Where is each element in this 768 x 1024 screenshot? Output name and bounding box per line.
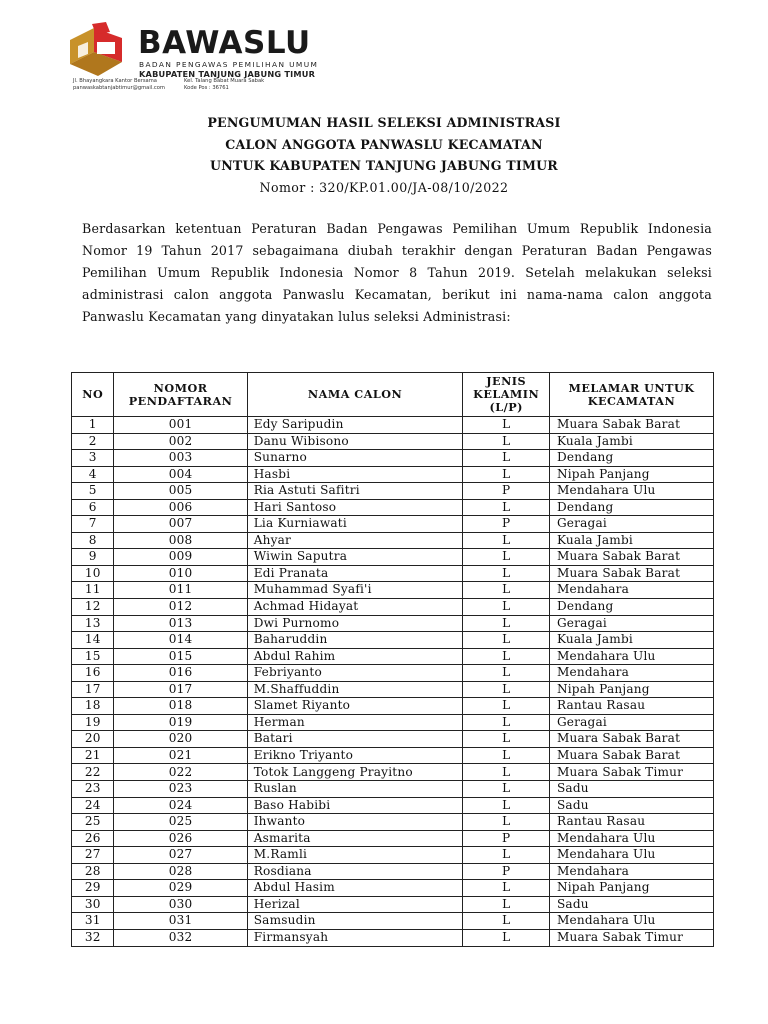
table-row (72, 499, 714, 516)
address-right (184, 78, 264, 91)
cell-no: 19 (72, 714, 114, 731)
cell-name: Danu Wibisono (247, 433, 463, 450)
cell-no: 27 (72, 847, 114, 864)
cell-gender: P (463, 830, 549, 847)
cell-no: 12 (72, 599, 114, 616)
cell-gender: L (463, 499, 549, 516)
cell-no: 30 (72, 896, 114, 913)
cell-registration-number: 004 (114, 466, 247, 483)
cell-no: 8 (72, 532, 114, 549)
title-line-2: CALON ANGGOTA PANWASLU KECAMATAN (225, 136, 543, 152)
title-line-1: PENGUMUMAN HASIL SELEKSI ADMINISTRASI (207, 115, 561, 130)
table-row (72, 450, 714, 467)
cell-no: 11 (72, 582, 114, 599)
cell-name: Ahyar (247, 532, 463, 549)
cell-registration-number: 006 (114, 499, 247, 516)
table-row (72, 582, 714, 599)
cell-name: M.Ramli (247, 847, 463, 864)
table-row (72, 681, 714, 698)
cell-no: 7 (72, 516, 114, 533)
cell-gender: L (463, 565, 549, 582)
cell-district: Mendahara (549, 582, 713, 599)
cell-name: Herizal (247, 896, 463, 913)
cell-district: Nipah Panjang (549, 466, 713, 483)
cell-gender: L (463, 450, 549, 467)
cell-name: Abdul Rahim (247, 648, 463, 665)
cell-name: Firmansyah (247, 929, 463, 946)
cell-registration-number: 025 (114, 814, 247, 831)
address-street: Jl. Bhayangkara Kantor Bersama (73, 78, 157, 84)
table-row (72, 896, 714, 913)
header-gender-line-1: JENIS (486, 374, 527, 388)
cell-name: Edy Saripudin (247, 417, 463, 434)
table-row (72, 665, 714, 682)
cell-registration-number: 031 (114, 913, 247, 930)
cell-district: Nipah Panjang (549, 880, 713, 897)
cell-name: Ria Astuti Safitri (247, 483, 463, 500)
cell-gender: L (463, 549, 549, 566)
cell-gender: L (463, 532, 549, 549)
cell-name: M.Shaffuddin (247, 681, 463, 698)
bawaslu-logo-icon (66, 22, 128, 80)
cell-registration-number: 009 (114, 549, 247, 566)
cell-registration-number: 030 (114, 896, 247, 913)
cell-registration-number: 003 (114, 450, 247, 467)
cell-gender: P (463, 516, 549, 533)
header-gender-line-3: (L/P) (489, 400, 523, 414)
cell-gender: L (463, 681, 549, 698)
cell-name: Sunarno (247, 450, 463, 467)
cell-registration-number: 016 (114, 665, 247, 682)
cell-registration-number: 020 (114, 731, 247, 748)
intro-paragraph: Berdasarkan ketentuan Peraturan Badan Pengawas Pemilihan Umum Republik Indonesia Nomor 19 Tahun 2017 sebagaimana diubah terakhir dengan Peraturan Badan Pengawas Pemilihan Umum Republik Indonesia Nomor 8 Tahun 2019. Setelah melakukan seleksi administrasi calon anggota Panwaslu Kecamatan, berikut ini nama-nama calon anggota Panwaslu Kecamatan yang dinyatakan lulus seleksi Administrasi: (82, 221, 712, 324)
cell-no: 22 (72, 764, 114, 781)
cell-no: 21 (72, 747, 114, 764)
cell-district: Nipah Panjang (549, 681, 713, 698)
table-row (72, 417, 714, 434)
cell-gender: L (463, 698, 549, 715)
cell-gender: L (463, 632, 549, 649)
cell-no: 2 (72, 433, 114, 450)
cell-registration-number: 005 (114, 483, 247, 500)
cell-district: Muara Sabak Timur (549, 764, 713, 781)
header-district-line-1: MELAMAR UNTUK (568, 380, 695, 395)
cell-name: Abdul Hasim (247, 880, 463, 897)
cell-registration-number: 008 (114, 532, 247, 549)
table-row (72, 615, 714, 632)
cell-district: Geragai (549, 714, 713, 731)
table-row (72, 863, 714, 880)
cell-registration-number: 010 (114, 565, 247, 582)
cell-gender: L (463, 847, 549, 864)
cell-no: 26 (72, 830, 114, 847)
cell-registration-number: 019 (114, 714, 247, 731)
cell-gender: L (463, 466, 549, 483)
cell-registration-number: 002 (114, 433, 247, 450)
cell-district: Kuala Jambi (549, 433, 713, 450)
cell-gender: L (463, 880, 549, 897)
cell-no: 31 (72, 913, 114, 930)
cell-gender: L (463, 731, 549, 748)
cell-district: Dendang (549, 599, 713, 616)
cell-name: Muhammad Syafi'i (247, 582, 463, 599)
address-postcode: Kode Pos : 36761 (184, 84, 229, 91)
header-name: NAMA CALON (247, 373, 463, 417)
cell-no: 15 (72, 648, 114, 665)
cell-name: Edi Pranata (247, 565, 463, 582)
cell-gender: L (463, 913, 549, 930)
header-district-line-2: KECAMATAN (587, 393, 676, 408)
address-village: Kel. Talang Babat Muara Sabak (184, 78, 265, 84)
cell-district: Sadu (549, 781, 713, 798)
cell-registration-number: 026 (114, 830, 247, 847)
table-row (72, 698, 714, 715)
address-email: panwaskabtanjabtimur@gmail.com (73, 84, 165, 91)
cell-district: Mendahara Ulu (549, 913, 713, 930)
address-left (73, 78, 165, 91)
cell-registration-number: 022 (114, 764, 247, 781)
cell-district: Dendang (549, 450, 713, 467)
table-row (72, 599, 714, 616)
header-gender (463, 373, 549, 417)
table-row (72, 516, 714, 533)
cell-name: Hari Santoso (247, 499, 463, 516)
cell-registration-number: 017 (114, 681, 247, 698)
cell-district: Kuala Jambi (549, 632, 713, 649)
cell-name: Rosdiana (247, 863, 463, 880)
table-row (72, 483, 714, 500)
table-row (72, 747, 714, 764)
cell-registration-number: 023 (114, 781, 247, 798)
cell-gender: L (463, 714, 549, 731)
cell-name: Dwi Purnomo (247, 615, 463, 632)
cell-no: 28 (72, 863, 114, 880)
letterhead (66, 20, 386, 95)
document-heading (0, 112, 768, 199)
cell-name: Batari (247, 731, 463, 748)
cell-district: Sadu (549, 896, 713, 913)
cell-gender: L (463, 599, 549, 616)
table-header-row (72, 373, 714, 417)
cell-no: 13 (72, 615, 114, 632)
cell-district: Mendahara Ulu (549, 830, 713, 847)
header-registration-number (114, 373, 247, 417)
cell-district: Muara Sabak Timur (549, 929, 713, 946)
cell-gender: L (463, 814, 549, 831)
cell-registration-number: 012 (114, 599, 247, 616)
cell-district: Sadu (549, 797, 713, 814)
cell-gender: P (463, 483, 549, 500)
cell-registration-number: 032 (114, 929, 247, 946)
cell-gender: L (463, 929, 549, 946)
header-reg-line-1: NOMOR (153, 380, 208, 395)
cell-district: Muara Sabak Barat (549, 417, 713, 434)
cell-registration-number: 027 (114, 847, 247, 864)
cell-district: Mendahara Ulu (549, 847, 713, 864)
brand-name: BAWASLU (138, 25, 311, 61)
table-row (72, 830, 714, 847)
cell-gender: L (463, 582, 549, 599)
header-district (549, 373, 713, 417)
cell-registration-number: 011 (114, 582, 247, 599)
cell-gender: L (463, 665, 549, 682)
cell-gender: L (463, 417, 549, 434)
table-row (72, 549, 714, 566)
cell-district: Muara Sabak Barat (549, 747, 713, 764)
cell-name: Baharuddin (247, 632, 463, 649)
cell-no: 17 (72, 681, 114, 698)
table-row (72, 532, 714, 549)
cell-district: Muara Sabak Barat (549, 565, 713, 582)
table-row (72, 632, 714, 649)
table-row (72, 648, 714, 665)
cell-name: Herman (247, 714, 463, 731)
table-row (72, 880, 714, 897)
cell-district: Rantau Rasau (549, 814, 713, 831)
header-no: NO (72, 373, 114, 417)
title-line-3: UNTUK KABUPATEN TANJUNG JABUNG TIMUR (210, 158, 558, 173)
cell-registration-number: 013 (114, 615, 247, 632)
cell-registration-number: 029 (114, 880, 247, 897)
cell-no: 23 (72, 781, 114, 798)
table-row (72, 714, 714, 731)
cell-registration-number: 007 (114, 516, 247, 533)
cell-district: Geragai (549, 516, 713, 533)
cell-name: Totok Langgeng Prayitno (247, 764, 463, 781)
cell-no: 9 (72, 549, 114, 566)
table-row (72, 764, 714, 781)
table-body (72, 417, 714, 947)
cell-name: Baso Habibi (247, 797, 463, 814)
cell-name: Hasbi (247, 466, 463, 483)
cell-no: 4 (72, 466, 114, 483)
cell-district: Mendahara Ulu (549, 483, 713, 500)
table-row (72, 797, 714, 814)
cell-registration-number: 015 (114, 648, 247, 665)
cell-registration-number: 024 (114, 797, 247, 814)
cell-no: 16 (72, 665, 114, 682)
candidate-table (71, 372, 714, 947)
table-row (72, 847, 714, 864)
cell-registration-number: 018 (114, 698, 247, 715)
cell-gender: L (463, 648, 549, 665)
cell-district: Mendahara (549, 863, 713, 880)
cell-name: Febriyanto (247, 665, 463, 682)
table-row (72, 466, 714, 483)
cell-gender: L (463, 747, 549, 764)
cell-gender: L (463, 896, 549, 913)
cell-no: 29 (72, 880, 114, 897)
header-reg-line-2: PENDAFTARAN (128, 393, 233, 408)
cell-registration-number: 028 (114, 863, 247, 880)
table-row (72, 913, 714, 930)
cell-name: Lia Kurniawati (247, 516, 463, 533)
regency-name: KABUPATEN TANJUNG JABUNG TIMUR (139, 69, 316, 79)
cell-name: Achmad Hidayat (247, 599, 463, 616)
cell-no: 25 (72, 814, 114, 831)
cell-no: 5 (72, 483, 114, 500)
cell-district: Mendahara (549, 665, 713, 682)
cell-no: 3 (72, 450, 114, 467)
cell-name: Asmarita (247, 830, 463, 847)
cell-district: Dendang (549, 499, 713, 516)
cell-name: Wiwin Saputra (247, 549, 463, 566)
document-number: Nomor : 320/KP.01.00/JA-08/10/2022 (259, 179, 509, 195)
table-row (72, 565, 714, 582)
cell-no: 24 (72, 797, 114, 814)
cell-name: Slamet Riyanto (247, 698, 463, 715)
table-row (72, 781, 714, 798)
cell-no: 14 (72, 632, 114, 649)
cell-gender: P (463, 863, 549, 880)
cell-gender: L (463, 764, 549, 781)
cell-no: 1 (72, 417, 114, 434)
cell-name: Samsudin (247, 913, 463, 930)
table-row (72, 929, 714, 946)
cell-no: 18 (72, 698, 114, 715)
cell-gender: L (463, 797, 549, 814)
cell-district: Mendahara Ulu (549, 648, 713, 665)
cell-name: Ruslan (247, 781, 463, 798)
cell-no: 10 (72, 565, 114, 582)
cell-district: Geragai (549, 615, 713, 632)
cell-no: 32 (72, 929, 114, 946)
cell-district: Kuala Jambi (549, 532, 713, 549)
cell-district: Rantau Rasau (549, 698, 713, 715)
table-row (72, 433, 714, 450)
header-gender-line-2: KELAMIN (473, 387, 540, 401)
cell-district: Muara Sabak Barat (549, 549, 713, 566)
cell-gender: L (463, 615, 549, 632)
agency-name: BADAN PENGAWAS PEMILIHAN UMUM (139, 60, 319, 69)
cell-gender: L (463, 781, 549, 798)
cell-name: Erikno Triyanto (247, 747, 463, 764)
cell-name: Ihwanto (247, 814, 463, 831)
table-row (72, 731, 714, 748)
cell-no: 20 (72, 731, 114, 748)
cell-registration-number: 021 (114, 747, 247, 764)
table-row (72, 814, 714, 831)
cell-no: 6 (72, 499, 114, 516)
cell-district: Muara Sabak Barat (549, 731, 713, 748)
cell-registration-number: 014 (114, 632, 247, 649)
cell-registration-number: 001 (114, 417, 247, 434)
cell-gender: L (463, 433, 549, 450)
